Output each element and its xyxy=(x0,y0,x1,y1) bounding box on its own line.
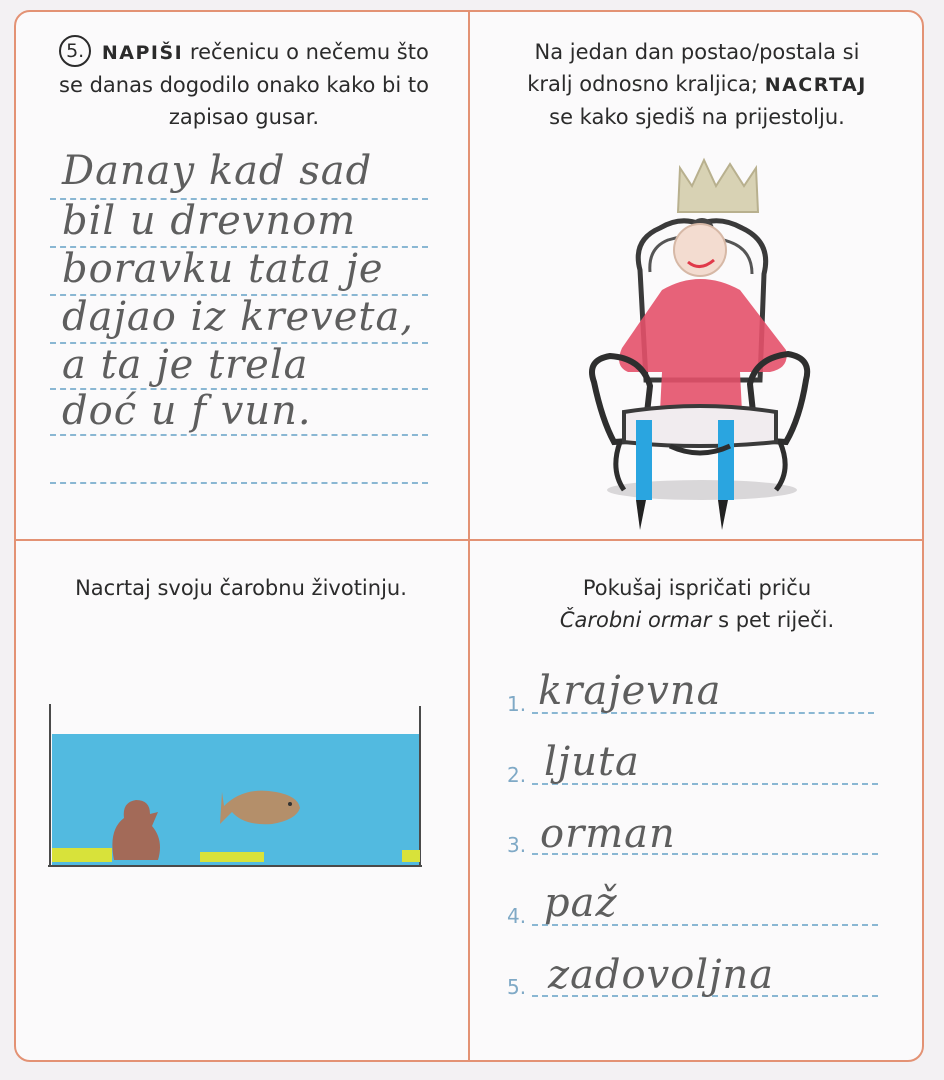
task-draw-throne xyxy=(470,36,924,133)
vertical-divider xyxy=(468,10,470,1062)
task-throne-line3: se kako sjediš na prijestolju. xyxy=(549,105,845,129)
task-draw-animal xyxy=(14,572,468,604)
crown-drawing xyxy=(678,160,758,212)
task-write-keyword: NAPIŠI xyxy=(101,42,184,64)
handwritten-line: doć u f vun. xyxy=(62,388,312,434)
task-animal-prompt: Nacrtaj svoju čarobnu životinju. xyxy=(75,576,407,600)
task-write-sentence xyxy=(14,36,468,133)
aquarium-drawing xyxy=(40,700,430,880)
list-number: 3. xyxy=(507,833,527,857)
handwritten-line: dajao iz kreveta, xyxy=(62,294,415,340)
story-word: paž xyxy=(544,880,618,926)
handwritten-line: bil u drevnom xyxy=(62,198,357,244)
handwritten-line: boravku tata je xyxy=(62,246,384,292)
handwritten-line: Danay kad sad xyxy=(62,148,373,194)
list-number: 1. xyxy=(507,692,527,716)
list-number: 4. xyxy=(507,904,527,928)
throne-drawing xyxy=(580,150,820,540)
story-word: zadovoljna xyxy=(548,952,775,998)
task-throne-line1: Na jedan dan postao/postala si xyxy=(534,40,860,64)
task-write-line3: zapisao gusar. xyxy=(168,105,320,129)
task-write-line2: se danas dogodilo onako kako bi to xyxy=(59,73,429,97)
story-word: krajevna xyxy=(538,668,722,714)
sand-drawing xyxy=(52,848,112,862)
guide-line xyxy=(50,434,428,436)
story-title: Čarobni ormar xyxy=(559,608,712,632)
list-number: 2. xyxy=(507,763,527,787)
handwritten-line: a ta je trela xyxy=(62,342,309,388)
task-throne-prompt xyxy=(470,36,924,133)
face-drawing xyxy=(674,224,726,276)
list-number: 5. xyxy=(507,975,527,999)
task-story-prompt xyxy=(470,572,924,636)
leg-right xyxy=(718,420,734,500)
task-throne-line2: kralj odnosno kraljica; xyxy=(527,72,758,96)
task-write-prompt xyxy=(14,36,468,133)
story-word: ljuta xyxy=(544,739,640,785)
task-story-line2: s pet riječi. xyxy=(718,608,835,632)
task-five-words xyxy=(470,572,924,636)
task-number-badge: 5. xyxy=(59,35,91,67)
task-throne-keyword: NACRTAJ xyxy=(764,74,867,96)
leg-left xyxy=(636,420,652,500)
story-word: orman xyxy=(540,811,676,857)
guide-line xyxy=(50,482,428,484)
throne-shadow xyxy=(607,480,797,500)
task-write-line1: rečenicu o nečemu što xyxy=(189,40,429,64)
task-story-line1: Pokušaj ispričati priču xyxy=(582,576,812,600)
